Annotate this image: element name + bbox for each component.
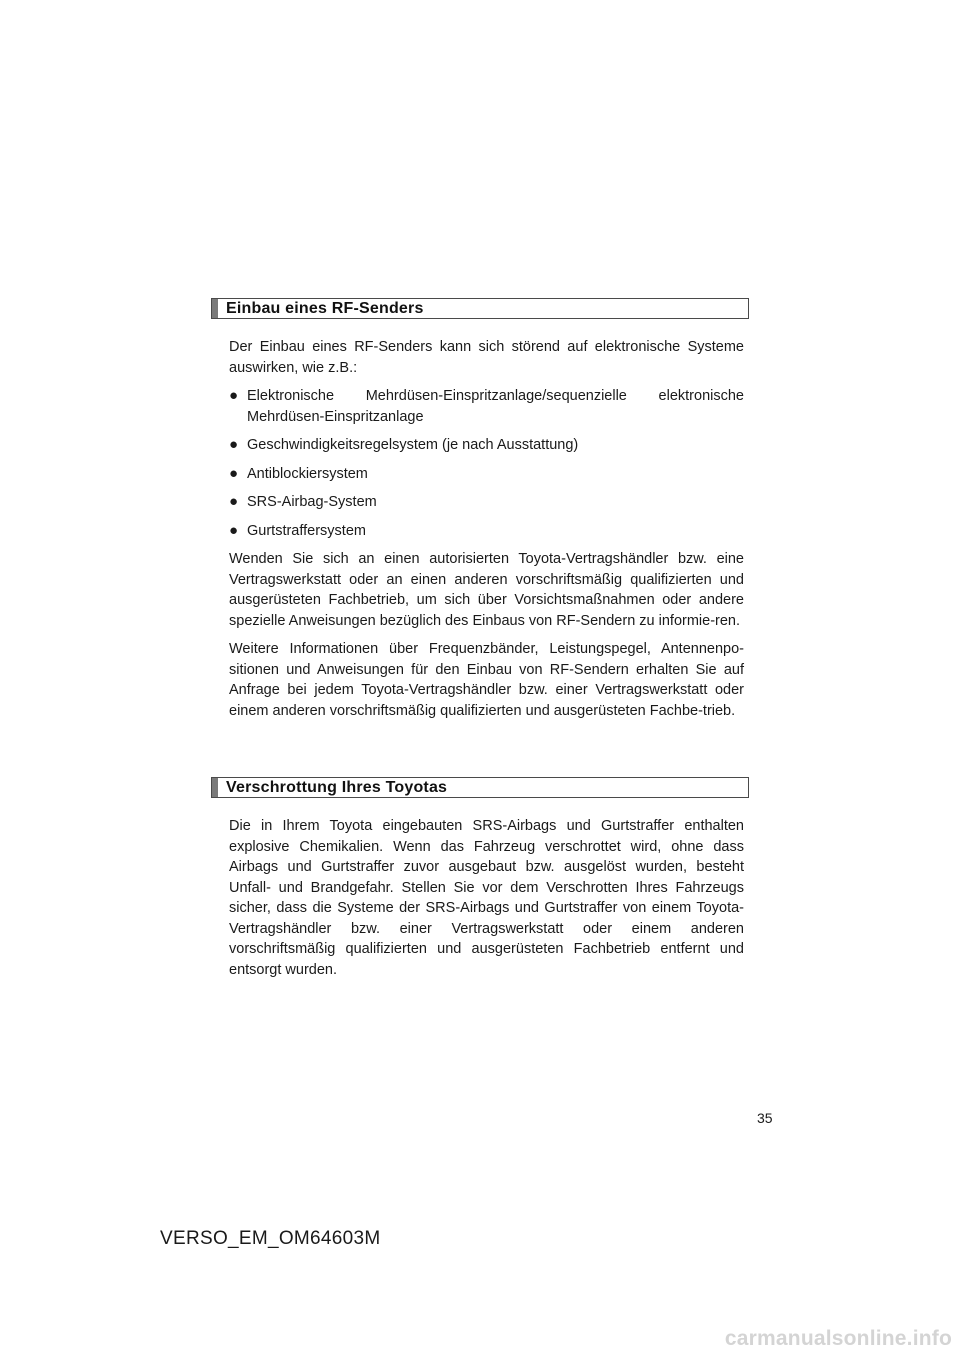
list-item-text: Elektronische Mehrdüsen-Einspritzanlage/sequenzielle elektronische Mehrdüsen-Einspritzanlage [247, 388, 744, 425]
list-item-text: Gurtstraffersystem [247, 522, 366, 539]
bullet-icon: ● [229, 521, 239, 539]
intro-paragraph: Der Einbau eines RF-Senders kann sich störend auf elektronische Systeme auswirken, wie z.B.: [229, 339, 744, 376]
section-header-scrapping [211, 777, 749, 798]
affected-systems-list [229, 386, 744, 541]
info-paragraph: Weitere Informationen über Frequenzbänder, Leistungspegel, Antennenpo-sitionen und Anweisungen für den Einbau von RF-Sendern erhalten Sie auf Anfrage bei jedem Toyota-Vertragshändler bzw. einer Vertragswerkstatt oder einem anderen vorschriftsmäßig qualifizierten und ausgerüsteten Fachbe-trieb. [229, 641, 744, 719]
list-item-text: Geschwindigkeitsregelsystem (je nach Ausstattung) [247, 437, 579, 453]
section-body-rf-sender [229, 337, 744, 729]
list-item-text: SRS-Airbag-System [247, 494, 377, 510]
list-item [229, 386, 744, 427]
section-title: Einbau eines RF-Senders [226, 299, 424, 317]
document-code: VERSO_EM_OM64603M [160, 1228, 381, 1249]
section-header-rf-sender [211, 298, 749, 319]
bullet-icon: ● [229, 464, 239, 482]
list-item [229, 521, 744, 542]
scrapping-paragraph: Die in Ihrem Toyota eingebauten SRS-Airbags und Gurtstraffer enthalten explosive Chemikalien. Wenn das Fahrzeug verschrottet wird, ohne dass Airbags und Gurtstraffer zuvor ausgebaut bzw. ausgelöst wurden, besteht Unfall- und Brandgefahr. Stellen Sie vor dem Verschrotten Ihres Fahrzeugs sicher, dass die Systeme der SRS-Airbags und Gurtstraffer von einem Toyota-Vertragshändler bzw. einer Vertragswerkstatt oder einem anderen vorschriftsmäßig qualifizierten und ausgerüsteten Fachbetrieb entfernt und entsorgt wurden. [229, 818, 744, 978]
list-item [229, 435, 744, 456]
list-item [229, 492, 744, 513]
section-title: Verschrottung Ihres Toyotas [226, 778, 448, 796]
page-number: 35 [757, 1110, 773, 1126]
watermark: carmanualsonline.info [724, 1327, 952, 1350]
bullet-icon: ● [229, 493, 239, 510]
dealer-paragraph: Wenden Sie sich an einen autorisierten Toyota-Vertragshändler bzw. eine Vertragswerkstatt oder an einen anderen vorschriftsmäßig qualifizierten und ausgerüsteten Fachbetrieb, um sich über Vorsichtsmaßnahmen oder andere spezielle Anweisungen bezüglich des Einbaus von RF-Sendern zu informie-ren. [229, 551, 744, 629]
bullet-icon: ● [229, 387, 239, 404]
section-body-scrapping [229, 816, 744, 988]
list-item-text: Antiblockiersystem [247, 465, 368, 482]
bullet-icon: ● [229, 436, 239, 453]
list-item [229, 464, 744, 485]
